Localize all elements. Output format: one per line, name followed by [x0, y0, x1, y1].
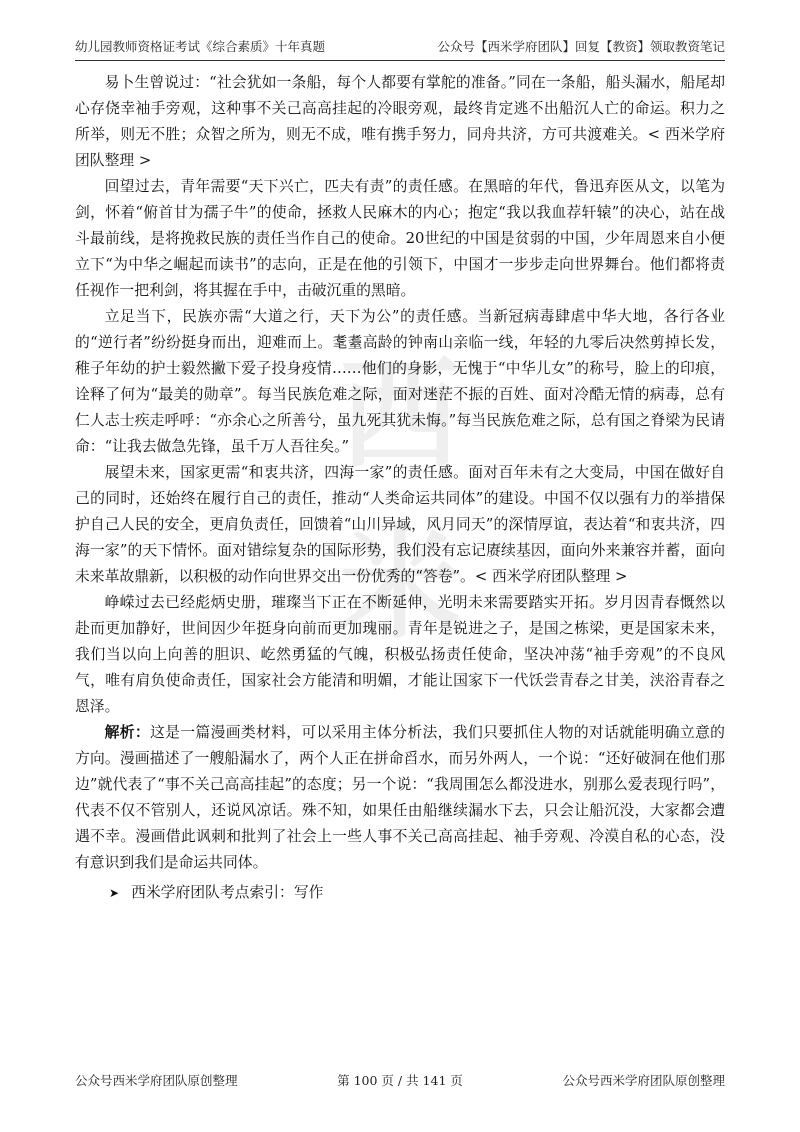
- page-number: 第 100 页 / 共 141 页: [337, 1073, 463, 1088]
- paragraph-5: 峥嵘过去已经彪炳史册，璀璨当下正在不断延伸，光明未来需要踏实开拓。岁月因青春慨然以赴而更加静好，世间因少年挺身向前而更加瑰丽。青年是锐进之子，是国之栋梁，更是国家未来，我们当以向上向善的胆识、屹然勇猛的气魄，积极弘扬责任使命，坚决冲荡“袖手旁观”的不良风气，唯有肩负使命责任，国家社会方能清和明媚，才能让国家下一代饫尝青春之甘美，浃浴青春之恩泽。: [75, 594, 725, 715]
- index-text: 西米学府团队考点索引：写作: [131, 884, 324, 901]
- footer-right-text: 公众号西米学府团队原创整理: [562, 1073, 725, 1088]
- arrow-bullet-icon: ➤: [109, 886, 120, 900]
- analysis-label: 解析：: [104, 724, 151, 741]
- document-body: [75, 70, 725, 906]
- header-left-text: 幼儿园教师资格证考试《综合素质》十年真题: [75, 39, 326, 54]
- page-footer: [75, 1071, 725, 1089]
- index-line: [75, 880, 725, 906]
- paragraph-2: 回望过去，青年需要“天下兴亡，匹夫有责”的责任感。在黑暗的年代，鲁迅弃医从文，以笔为剑，怀着“俯首甘为孺子牛”的使命，拯救人民麻木的内心；抱定“我以我血荐轩辕”的决心，站在战斗最前线，是将挽救民族的责任当作自己的使命。20世纪的中国是贫弱的中国，少年周恩来自小便立下“为中华之崛起而读书”的志向，正是在他的引领下，中国才一步步走向世界舞台。他们都将责任视作一把利剑，将其握在手中，击破沉重的黑暗。: [75, 178, 725, 299]
- header-right-text: 公众号【西米学府团队】回复【教资】领取教资笔记: [437, 39, 725, 54]
- analysis-text: 这是一篇漫画类材料，可以采用主体分析法，我们只要抓住人物的对话就能明确立意的方向。漫画描述了一艘船漏水了，两个人正在拼命舀水，而另外两人，一个说：“还好破洞在他们那边”就代表了“事不关己高高挂起”的态度；另一个说：“我周围怎么都没进水，别那么爱表现行吗”，代表不仅不管别人，还说风凉话。殊不知，如果任由船继续漏水下去，只会让船沉没，大家都会遭遇不幸。漫画借此讽刺和批判了社会上一些人事不关己高高挂起、袖手旁观、冷漠自私的心态，没有意识到我们是命运共同体。: [75, 724, 725, 871]
- header-divider: [75, 60, 725, 61]
- analysis-paragraph: [75, 720, 725, 876]
- paragraph-4: 展望未来，国家更需“和衷共济，四海一家”的责任感。面对百年未有之大变局，中国在做好自己的同时，还始终在履行自己的责任，推动“人类命运共同体”的建设。中国不仅以强有力的举措保护自己人民的安全，更肩负责任，回馈着“山川异域，风月同天”的深情厚谊，表达着“和衷共济，四海一家”的天下情怀。面对错综复杂的国际形势，我们没有忘记赓续基因，面向外来兼容并蓄，面向未来革故鼎新，以积极的动作向世界交出一份优秀的“答卷”。< 西米学府团队整理 >: [75, 464, 725, 585]
- footer-left-text: 公众号西米学府团队原创整理: [75, 1073, 238, 1088]
- page-header: [75, 38, 725, 56]
- watermark: 西米: [340, 344, 460, 655]
- paragraph-1: 易卜生曾说过：“社会犹如一条船，每个人都要有掌舵的准备。”同在一条船，船头漏水，船尾却心存侥幸袖手旁观，这种事不关己高高挂起的冷眼旁观，最终肯定逃不出船沉人亡的命运。积力之所举，则无不胜；众智之所为，则无不成，唯有携手努力，同舟共济，方可共渡难关。< 西米学府团队整理 >: [75, 74, 725, 169]
- paragraph-3: 立足当下，民族亦需“大道之行，天下为公”的责任感。当新冠病毒肆虐中华大地，各行各业的“逆行者”纷纷挺身而出，迎难而上。耄耋高龄的钟南山亲临一线，年轻的九零后决然剪掉长发，稚子年幼的护士毅然撇下爱子投身疫情……他们的身影，无愧于“中华儿女”的称号，脸上的印痕，诠释了何为“最美的勋章”。每当民族危难之际，面对迷茫不振的百姓、面对冷酷无情的病毒，总有仁人志士疾走呼呼：“亦余心之所善兮，虽九死其犹未悔。”每当民族危难之际，总有国之脊梁为民请命：“让我去做急先锋，虽千万人吾往矣。”: [75, 308, 725, 455]
